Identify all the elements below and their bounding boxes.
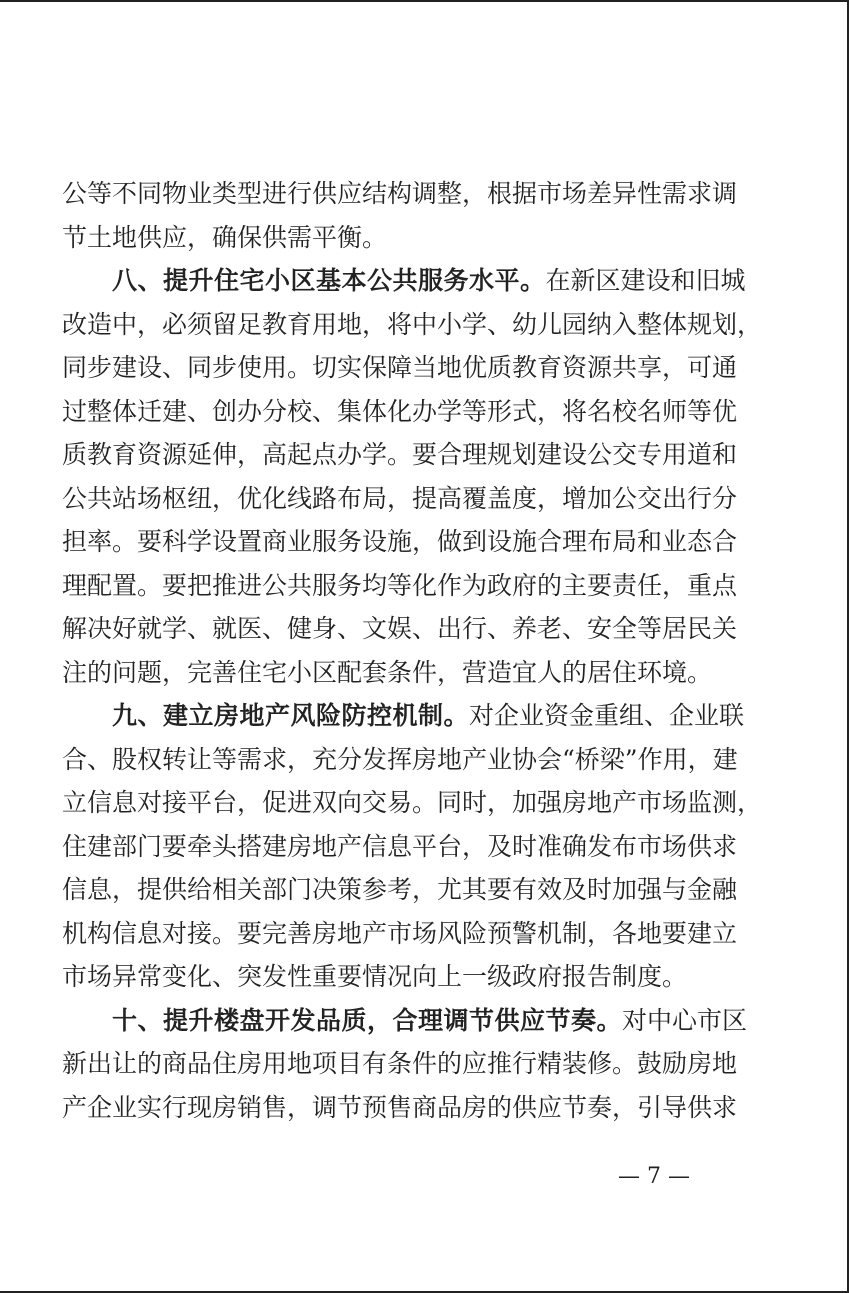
text-line: 注的问题，完善住宅小区配套条件，营造宜人的居住环境。 <box>62 657 713 687</box>
text-line: 新出让的商品住房用地项目有条件的应推行精装修。鼓励房地 <box>62 1049 738 1078</box>
text-line: 信息，提供给相关部门决策参考，尤其要有效及时加强与金融 <box>62 875 738 904</box>
section-9-heading: 九、建立房地产风险防控机制。 <box>112 701 470 730</box>
text-line: 立信息对接平台，促进双向交易。同时，加强房地产市场监测， <box>62 788 763 817</box>
section-8-first-line <box>62 259 746 303</box>
section-10-first-line <box>62 999 748 1043</box>
page-number: — 7 — <box>618 1164 690 1189</box>
text-line: 过整体迁建、创办分校、集体化办学等形式，将名校名师等优 <box>62 396 738 426</box>
text-line: 机构信息对接。要完善房地产市场风险预警机制，各地要建立 <box>62 918 738 948</box>
section-10-heading: 十、提升楼盘开发品质，合理调节供应节奏。 <box>112 1005 623 1035</box>
text-line: 理配置。要把推进公共服务均等化作为政府的主要责任，重点 <box>62 570 738 600</box>
section-8-heading: 八、提升住宅小区基本公共服务水平。 <box>112 266 546 295</box>
text-line: 质教育资源延伸，高起点办学。要合理规划建设公交专用道和 <box>62 440 738 469</box>
text-line: 合、股权转让等需求，充分发挥房地产业协会“桥梁”作用，建 <box>62 744 738 774</box>
text-line: 节土地供应，确保供需平衡。 <box>62 222 388 252</box>
text-line: 公等不同物业类型进行供应结构调整，根据市场差异性需求调 <box>62 179 738 208</box>
text-line: 产企业实行现房销售，调节预售商品房的供应节奏，引导供求 <box>62 1092 738 1122</box>
text-line: 解决好就学、就医、健身、文娱、出行、养老、安全等居民关 <box>62 614 738 643</box>
document-body <box>62 172 763 1129</box>
text-line: 同步建设、同步使用。切实保障当地优质教育资源共享，可通 <box>62 353 738 382</box>
text-span: 对企业资金重组、企业联 <box>469 701 745 730</box>
section-9-first-line <box>62 694 745 738</box>
text-line: 住建部门要牵头搭建房地产信息平台，及时准确发布市场供求 <box>62 831 738 861</box>
text-span: 在新区建设和旧城 <box>545 266 746 295</box>
text-span: 对中心市区 <box>622 1005 748 1035</box>
text-line: 市场异常变化、突发性重要情况向上一级政府报告制度。 <box>62 962 688 991</box>
text-line: 担率。要科学设置商业服务设施，做到设施合理布局和业态合 <box>62 527 738 556</box>
text-line: 改造中，必须留足教育用地，将中小学、幼儿园纳入整体规划， <box>62 309 763 339</box>
text-line: 公共站场枢纽，优化线路布局，提高覆盖度，增加公交出行分 <box>62 483 738 513</box>
